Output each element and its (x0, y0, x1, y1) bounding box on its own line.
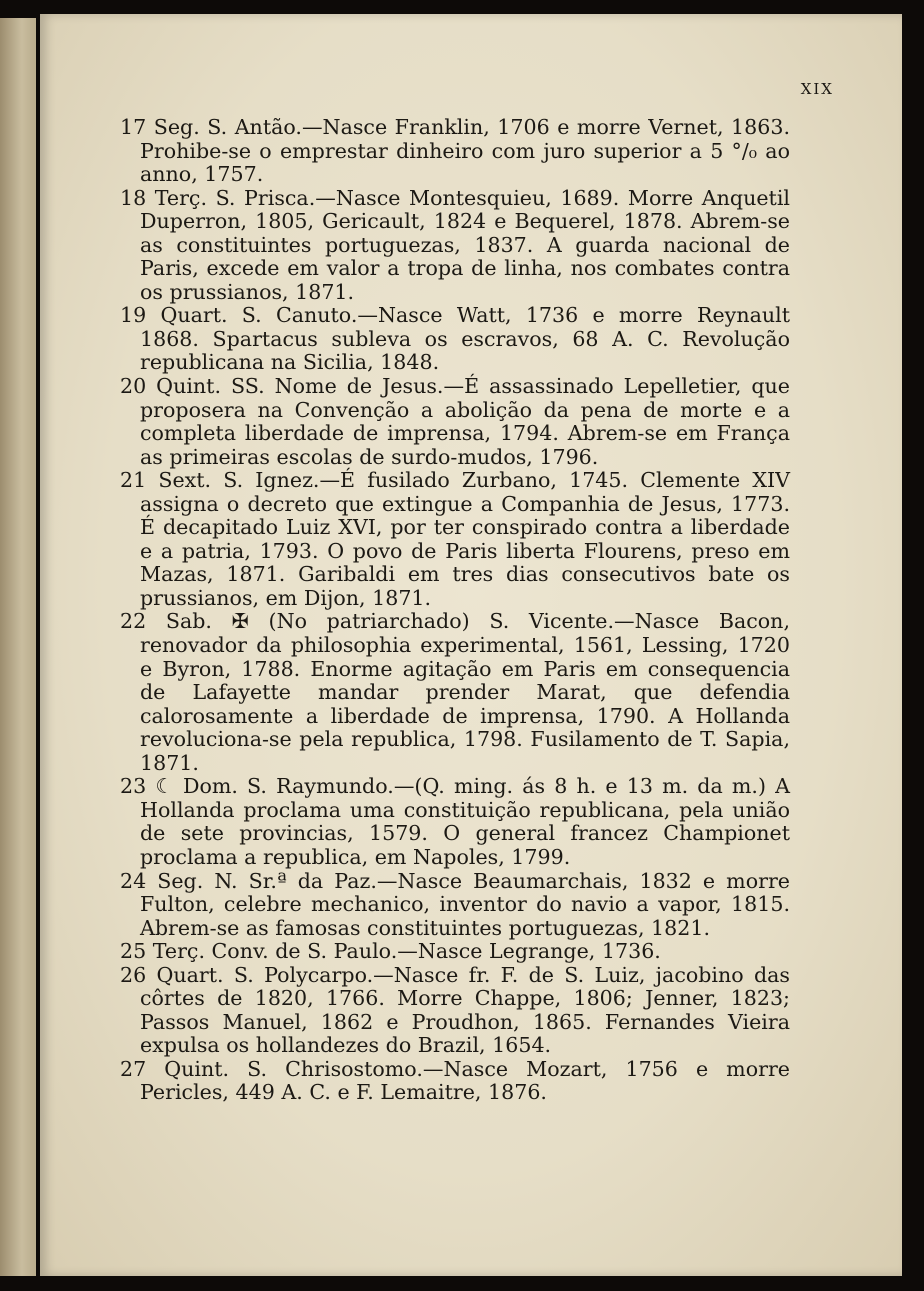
entry-21: 21 Sext. S. Ignez.—É fusilado Zurbano, 1745. Clemente XIV assigna o decreto que extingue a Companhia de Jesus, 1773. É decapitado Luiz XVI, por ter conspirado contra a liberdade e a patria, 1793. O povo de Paris liberta Flourens, preso em Mazas, 1871. Garibaldi em tres dias consecutivos bate os prussianos, em Dijon, 1871. (120, 468, 790, 610)
entry-23: 23 ☾ Dom. S. Raymundo.—(Q. ming. ás 8 h. e 13 m. da m.) A Hollanda proclama uma constituição republicana, pela união de sete provincias, 1579. O general francez Championet proclama a republica, em Napoles, 1799. (120, 774, 790, 869)
entry-19: 19 Quart. S. Canuto.—Nasce Watt, 1736 e morre Reynault 1868. Spartacus subleva os escravos, 68 A. C. Revolução republicana na Sicilia, 1848. (120, 303, 790, 375)
entry-22: 22 Sab. ✠ (No patriarchado) S. Vicente.—Nasce Bacon, renovador da philosophia experimental, 1561, Lessing, 1720 e Byron, 1788. Enorme agitação em Paris em consequencia de Lafayette mandar prender Marat, que defendia calorosamente a liberdade de imprensa, 1790. A Hollanda revoluciona-se pela republica, 1798. Fusilamento de T. Sapia, 1871. (120, 609, 790, 775)
entry-26: 26 Quart. S. Polycarpo.—Nasce fr. F. de S. Luiz, jacobino das côrtes de 1820, 1766. Morre Chappe, 1806; Jenner, 1823; Passos Manuel, 1862 e Proudhon, 1865. Fernandes Vieira expulsa os hollandezes do Brazil, 1654. (120, 962, 790, 1058)
previous-page-edge (0, 18, 36, 1276)
entry-20: 20 Quint. SS. Nome de Jesus.—É assassinado Lepelletier, que proposera na Convenção a abolição da pena de morte e a completa liberdade de imprensa, 1794. Abrem-se em França as primeiras escolas de surdo-mudos, 1796. (120, 374, 790, 469)
entry-17: 17 Seg. S. Antão.—Nasce Franklin, 1706 e morre Vernet, 1863. Prohibe-se o emprestar dinheiro com juro superior a 5 °/₀ ao anno, 1757. (120, 115, 790, 187)
entry-27: 27 Quint. S. Chrisostomo.—Nasce Mozart, 1756 e morre Pericles, 449 A. C. e F. Lemaitre, 1876. (120, 1056, 790, 1105)
entry-18: 18 Terç. S. Prisca.—Nasce Montesquieu, 1689. Morre Anquetil Duperron, 1805, Gericault, 1824 e Bequerel, 1878. Abrem-se as constituintes portuguezas, 1837. A guarda nacional de Paris, excede em valor a tropa de linha, nos combates contra os prussianos, 1871. (120, 185, 790, 304)
calendar-entries (120, 116, 790, 1105)
page-number: XIX (800, 80, 834, 98)
entry-24: 24 Seg. N. Sr.ª da Paz.—Nasce Beaumarchais, 1832 e morre Fulton, celebre mechanico, inventor do navio a vapor, 1815. Abrem-se as famosas constituintes portuguezas, 1821. (120, 868, 790, 940)
entry-25: 25 Terç. Conv. de S. Paulo.—Nasce Legrange, 1736. (120, 939, 661, 964)
